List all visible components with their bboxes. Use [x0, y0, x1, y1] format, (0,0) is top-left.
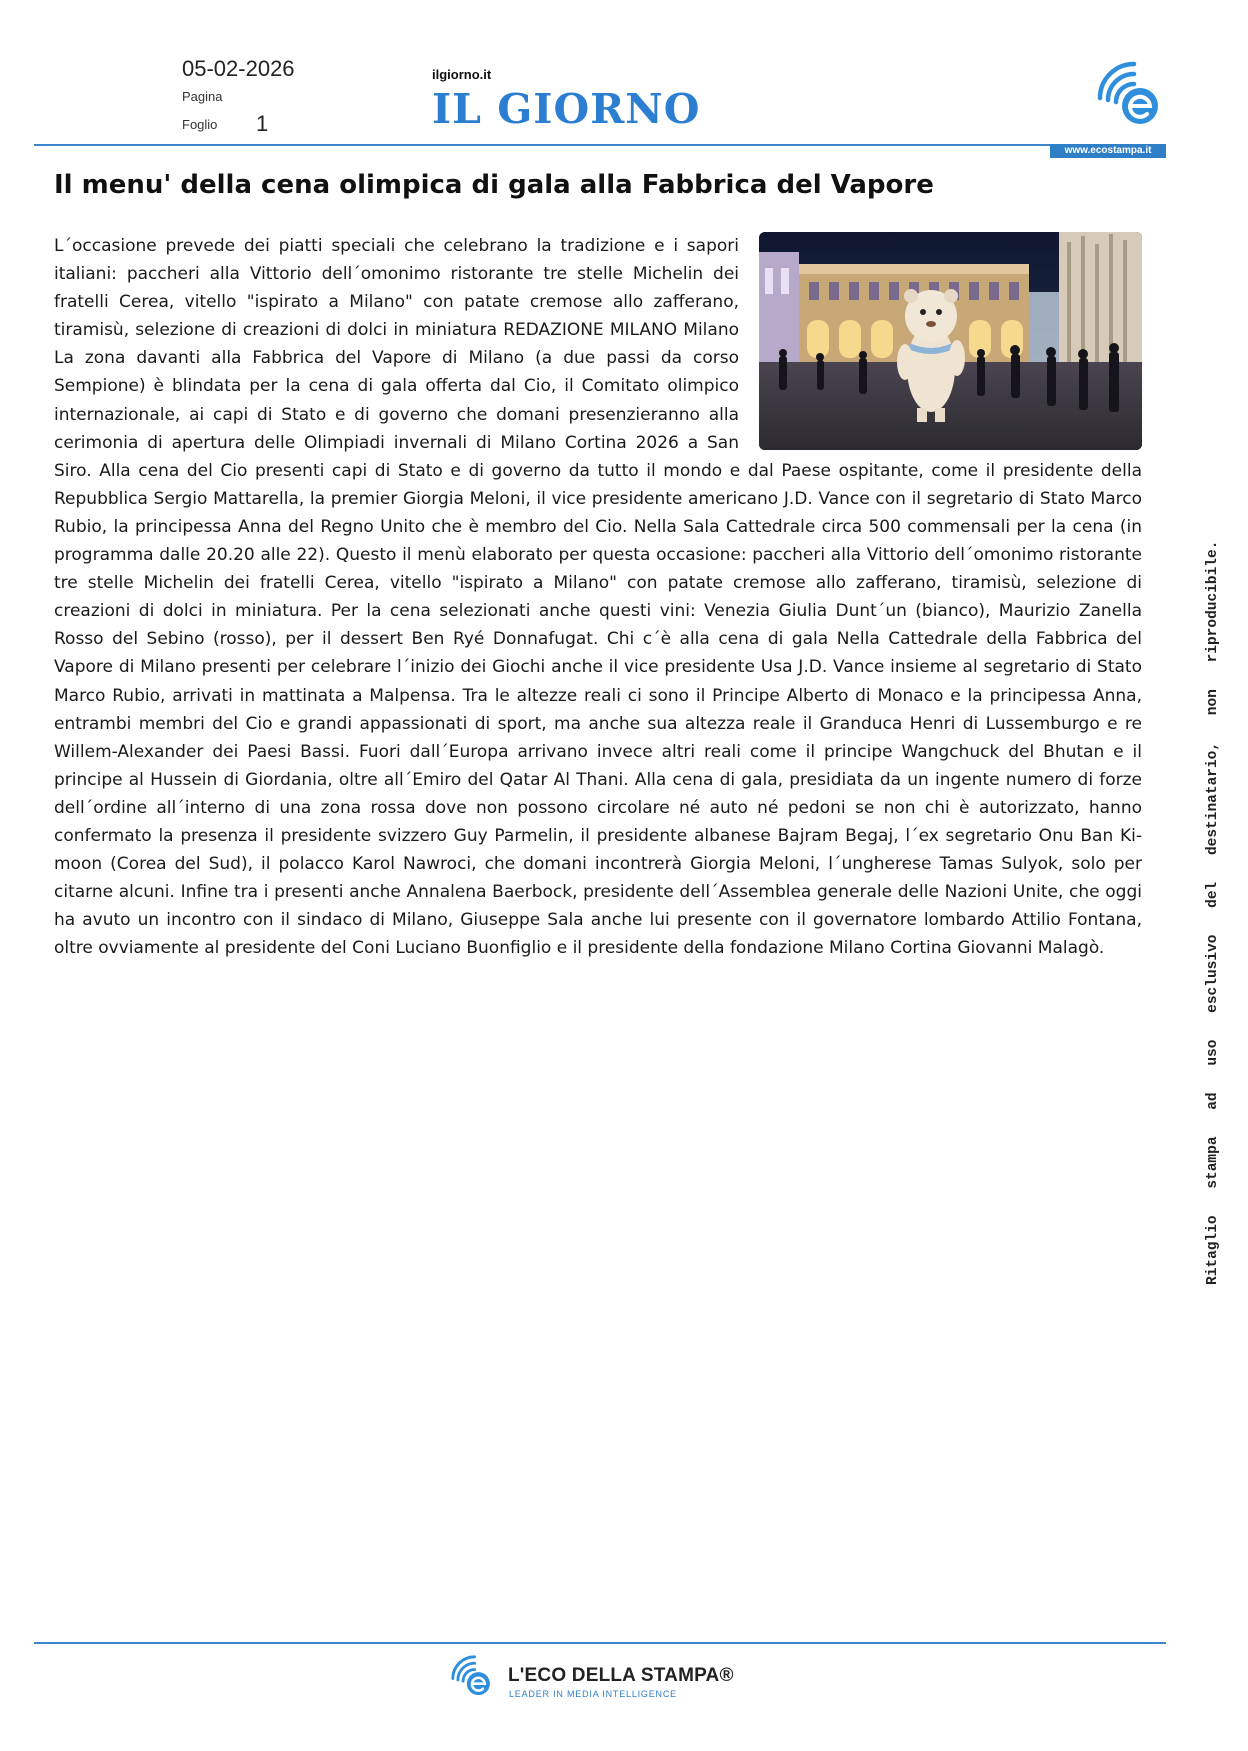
- photo-night-square-mascot: [759, 232, 1142, 450]
- copyright-side-note: Ritaglio stampa ad uso esclusivo del destinatario, non riproducibile.: [1205, 540, 1221, 1285]
- article-text: L´occasione prevede dei piatti speciali che celebrano la tradizione e i sapori italiani: paccheri alla Vittorio dell´omonimo ristorante tre stelle Michelin dei fratelli Cerea, vitello "ispirato a Milano" con patate cremose allo zafferano, tiramisù, selezione di creazioni di dolci in miniatura REDAZIONE MILANO Milano La zona davanti alla Fabbrica del Vapore di Milano (a due passi da corso Sempione) è blindata per la cena di gala offerta dal Cio, il Comitato olimpico internazionale, ai capi di Stato e di governo che domani presenzieranno alla cerimonia di apertura delle Olimpiadi invernali di Milano Cortina 2026 a San Siro. Alla cena del Cio presenti capi di Stato e di governo da tutto il mondo e dal Paese ospitante, come il presidente della Repubblica Sergio Mattarella, la premier Giorgia Meloni, il vice presidente americano J.D. Vance con il segretario di Stato Marco Rubio, la principessa Anna del Regno Unito che è membro del Cio. Nella Sala Cattedrale circa 500 commensali per la cena (in programma dalle 20.20 alle 22). Questo il menù elaborato per questa occasione: paccheri alla Vittorio dell´omonimo ristorante tre stelle Michelin dei fratelli Cerea, vitello "ispirato a Milano" con patate cremose allo zafferano, tiramisù, selezione di creazioni di dolci in miniatura. Per la cena selezionati anche questi vini: Venezia Giulia Dunt´un (bianco), Maurizio Zanella Rosso del Sebino (rosso), per il dessert Ben Ryé Donnafugat. Chi c´è alla cena di gala Nella Cattedrale della Fabbrica del Vapore di Milano presenti per celebrare l´inizio dei Giochi anche il vice presidente Usa J.D. Vance insieme al segretario di Stato Marco Rubio, arrivati in mattinata a Malpensa. Tra le altezze reali ci sono il Principe Alberto di Monaco e la principessa Anna, entrambi membri del Cio e grandi appassionati di sport, ma anche sua altezza reale il Granduca Henri di Lussemburgo e re Willem-Alexander dei Paesi Bassi. Fuori dall´Europa arrivano invece altri reali come il principe Wangchuck del Bhutan e il principe al Hussein di Giordania, oltre all´Emiro del Qatar Al Thani. Alla cena di gala, presidiata da un ingente numero di forze dell´ordine all´interno di una zona rossa dove non possono circolare né auto né pedoni se non chi è autorizzato, hanno confermato la presenza il presidente svizzero Guy Parmelin, il presidente albanese Bajram Begaj, l´ex segretario Onu Ban Ki- moon (Corea del Sud), il polacco Karol Nawroci, che domani incontrerà Giorgia Meloni, l´ungherese Tamas Sulyok, solo per citarne alcuni. Infine tra i presenti anche Annalena Baerbock, presidente dell´Assemblea generale delle Nazioni Unite, che oggi ha avuto un incontro con il sindaco di Milano, Giuseppe Sala anche lui presente con il governatore lombardo Attilio Fontana, oltre ovviamente al presidente del Coni Luciano Buonfiglio e il presidente della fondazione Milano Cortina Giovanni Malagò.: [54, 236, 1142, 959]
- pagina-label: Pagina: [182, 89, 223, 104]
- page-header: [0, 0, 1248, 160]
- source-site-url: ilgiorno.it: [432, 67, 492, 82]
- eco-della-stampa-logo-icon: [449, 1652, 495, 1700]
- clipping-date: 05-02-2026: [182, 56, 295, 81]
- footer-brand-name: L'ECO DELLA STAMPA®: [508, 1665, 734, 1686]
- header-divider: [34, 144, 1166, 146]
- foglio-value: 1: [256, 111, 269, 136]
- footer-tagline: LEADER IN MEDIA INTELLIGENCE: [509, 1689, 677, 1699]
- article-title: Il menu' della cena olimpica di gala alla Fabbrica del Vapore: [54, 170, 934, 200]
- foglio-label: Foglio: [182, 117, 218, 132]
- eco-della-stampa-logo-icon: [1094, 58, 1166, 130]
- newspaper-masthead: IL GIORNO: [432, 85, 701, 133]
- ecostampa-url-badge: www.ecostampa.it: [1050, 144, 1166, 158]
- footer-divider: [34, 1642, 1166, 1644]
- article-body: [54, 232, 1142, 962]
- article-photo: [759, 232, 1142, 450]
